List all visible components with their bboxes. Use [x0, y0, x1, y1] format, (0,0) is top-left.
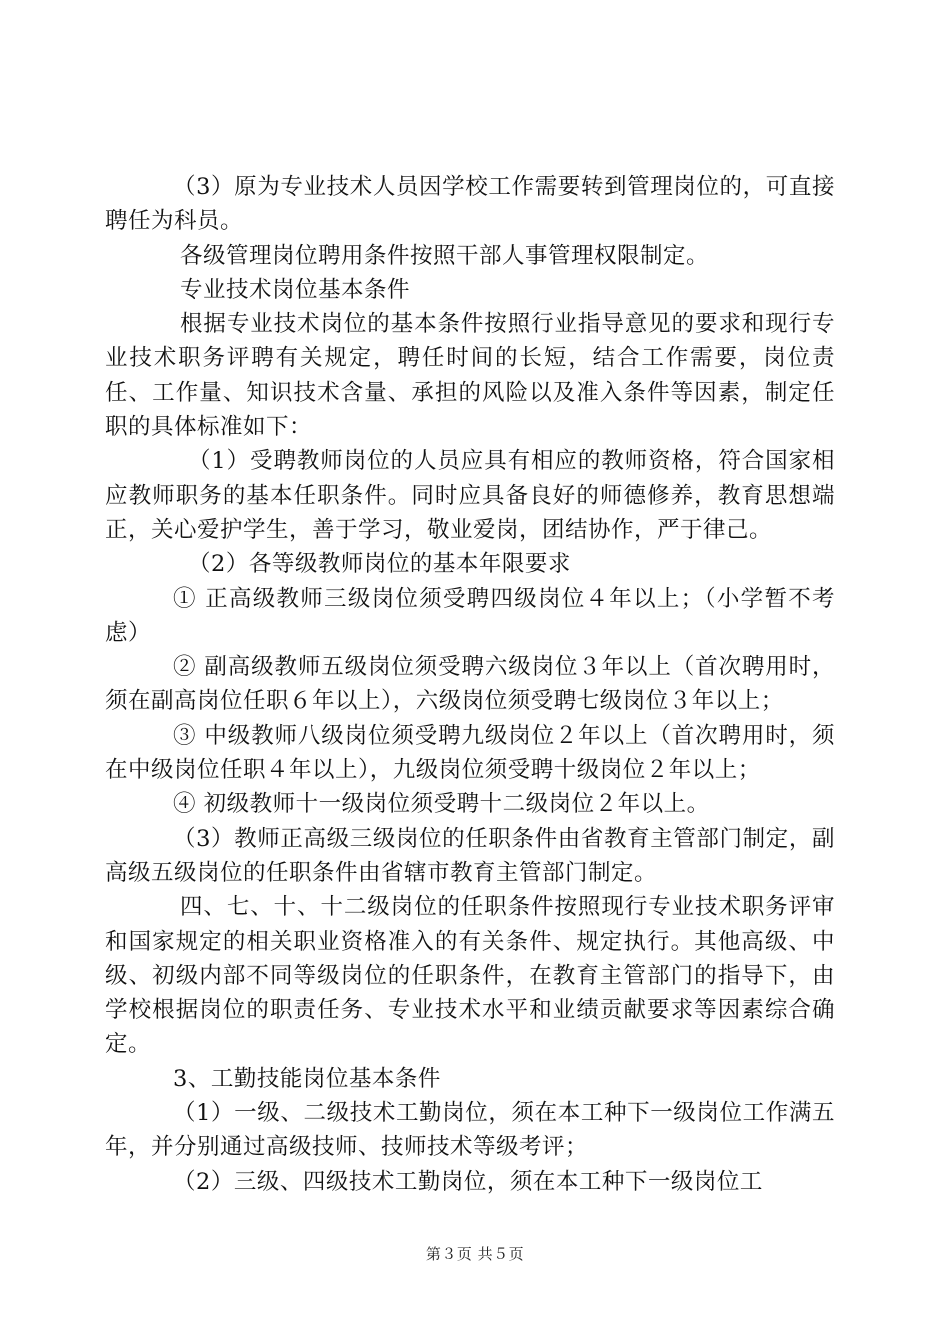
- list-item: ② 副高级教师五级岗位须受聘六级岗位３年以上（首次聘用时，须在副高岗位任职６年以上），六级岗位须受聘七级岗位３年以上；: [105, 654, 835, 715]
- list-item: ③ 中级教师八级岗位须受聘九级岗位２年以上（首次聘用时，须在中级岗位任职４年以上），九级岗位须受聘十级岗位２年以上；: [105, 722, 835, 784]
- section-heading: 专业技术岗位基本条件: [180, 276, 411, 303]
- paragraph: （3）教师正高级三级岗位的任职条件由省教育主管部门制定，副高级五级岗位的任职条件由省辖市教育主管部门制定。: [105, 825, 835, 886]
- document-body: [105, 170, 835, 1199]
- paragraph: （3）原为专业技术人员因学校工作需要转到管理岗位的，可直接聘任为科员。: [105, 174, 835, 235]
- list-item: ① 正高级教师三级岗位须受聘四级岗位４年以上；（小学暂不考虑）: [105, 585, 835, 646]
- paragraph: （2）各等级教师岗位的基本年限要求: [188, 551, 571, 578]
- paragraph: 根据专业技术岗位的基本条件按照行业指导意见的要求和现行专业技术职务评聘有关规定，聘任时间的长短，结合工作需要，岗位责任、工作量、知识技术含量、承担的风险以及准入条件等因素，制定任职的具体标准如下：: [105, 311, 835, 441]
- paragraph: （1）一级、二级技术工勤岗位，须在本工种下一级岗位工作满五年，并分别通过高级技师、技师技术等级考评；: [105, 1100, 835, 1161]
- paragraph: 各级管理岗位聘用条件按照干部人事管理权限制定。: [180, 242, 710, 269]
- paragraph: （1）受聘教师岗位的人员应具有相应的教师资格，符合国家相应教师职务的基本任职条件。同时应具备良好的师德修养，教育思想端正，关心爱护学生，善于学习，敬业爱岗，团结协作，严于律己。: [105, 448, 835, 543]
- page-number: 第３页 共５页: [425, 1245, 525, 1263]
- list-item: ④ 初级教师十一级岗位须受聘十二级岗位２年以上。: [173, 791, 710, 818]
- paragraph: 四、七、十、十二级岗位的任职条件按照现行专业技术职务评审和国家规定的相关职业资格准入的有关条件、规定执行。其他高级、中级、初级内部不同等级岗位的任职条件，在教育主管部门的指导下，由学校根据岗位的职责任务、专业技术水平和业绩贡献要求等因素综合确定。: [105, 894, 835, 1058]
- paragraph: （2）三级、四级技术工勤岗位，须在本工种下一级岗位工: [173, 1168, 763, 1195]
- section-heading: 3、工勤技能岗位基本条件: [173, 1065, 441, 1092]
- page-footer: [0, 1244, 950, 1264]
